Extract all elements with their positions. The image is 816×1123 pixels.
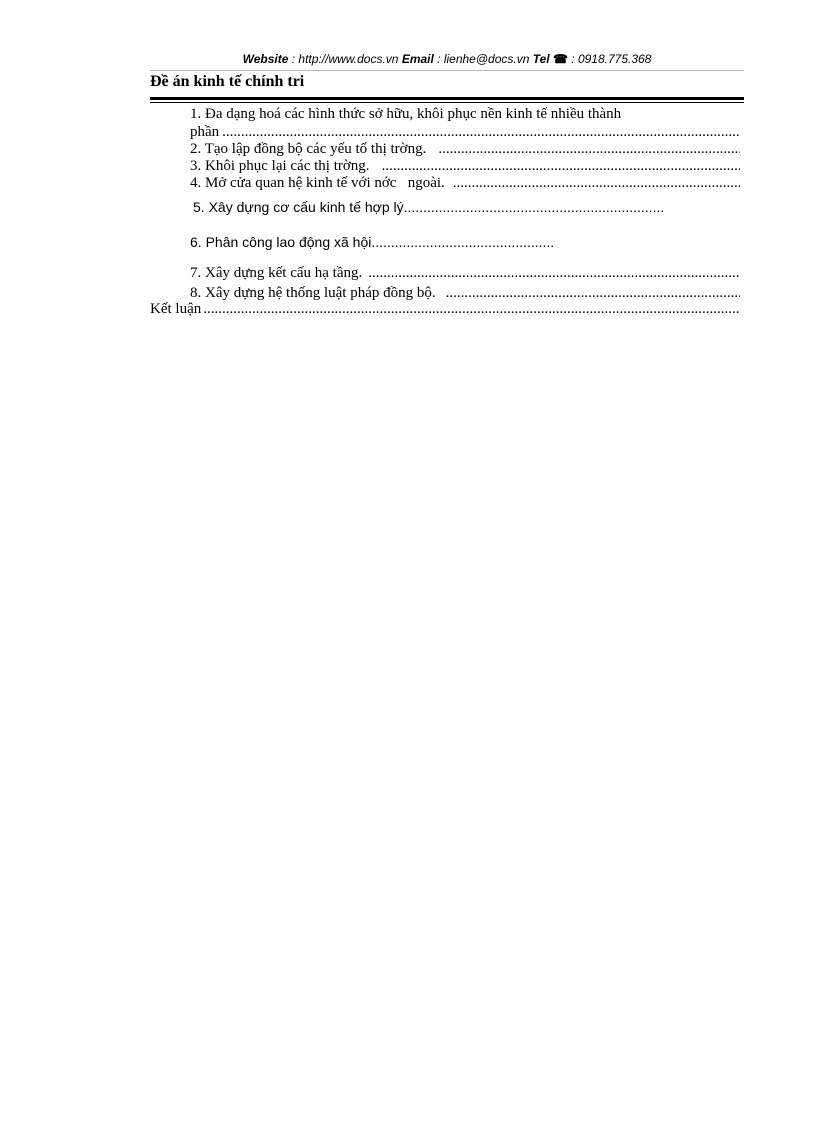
title-rule-thin (150, 102, 744, 103)
toc-item-4 (190, 175, 740, 192)
toc-item-1-label: phần (190, 124, 220, 140)
toc-item-5 (193, 199, 665, 215)
toc-item-2 (190, 141, 740, 158)
toc-item-6-label: 6. Phân công lao động xã hội (190, 234, 372, 250)
website-value: : http://www.docs.vn (288, 52, 402, 66)
toc-item-8 (190, 285, 740, 302)
toc-item-3-label: 3. Khôi phục lại các thị trờng. (190, 158, 370, 174)
email-value: : lienhe@docs.vn (433, 52, 533, 66)
toc-conclusion (150, 301, 740, 318)
page-header (150, 52, 744, 66)
toc-item-6 (190, 234, 555, 250)
toc-item-2-label: 2. Tạo lập đồng bộ các yếu tố thị trờng. (190, 141, 427, 157)
toc-item-1-line-1: 1. Đa dạng hoá các hình thức sở hữu, khôi phục nền kinh tế nhiều thành (190, 106, 622, 122)
leader-dots (371, 234, 555, 250)
toc-item-3 (190, 158, 740, 175)
header-divider (150, 70, 744, 71)
leader-dots (222, 124, 740, 141)
leader-dots (203, 301, 740, 318)
toc-conclusion-label: Kết luận (150, 301, 202, 317)
phone-icon: ☎ (552, 52, 568, 66)
website-label: Website (242, 52, 289, 66)
toc-item-1 (190, 124, 740, 141)
leader-dots (382, 158, 740, 175)
tel-label: Tel (532, 52, 550, 66)
toc-item-5-label: 5. Xây dựng cơ cấu kinh tế hợp lý (193, 199, 404, 215)
leader-dots (404, 199, 665, 215)
leader-dots (438, 141, 740, 158)
leader-dots (446, 285, 740, 302)
leader-dots (453, 175, 740, 192)
toc-item-7-label: 7. Xây dựng kết cấu hạ tầng. (190, 265, 363, 281)
document-title: Đề án kinh tế chính tri (150, 73, 305, 90)
title-rule-thick (150, 97, 744, 100)
toc-item-4-label: 4. Mở cửa quan hệ kinh tế với nớc ngoài. (190, 175, 445, 191)
toc-item-8-label: 8. Xây dựng hệ thống luật pháp đồng bộ. (190, 285, 436, 301)
toc-item-7 (190, 265, 740, 282)
tel-value: : 0918.775.368 (567, 52, 652, 66)
email-label: Email (401, 52, 434, 66)
leader-dots (368, 265, 740, 282)
